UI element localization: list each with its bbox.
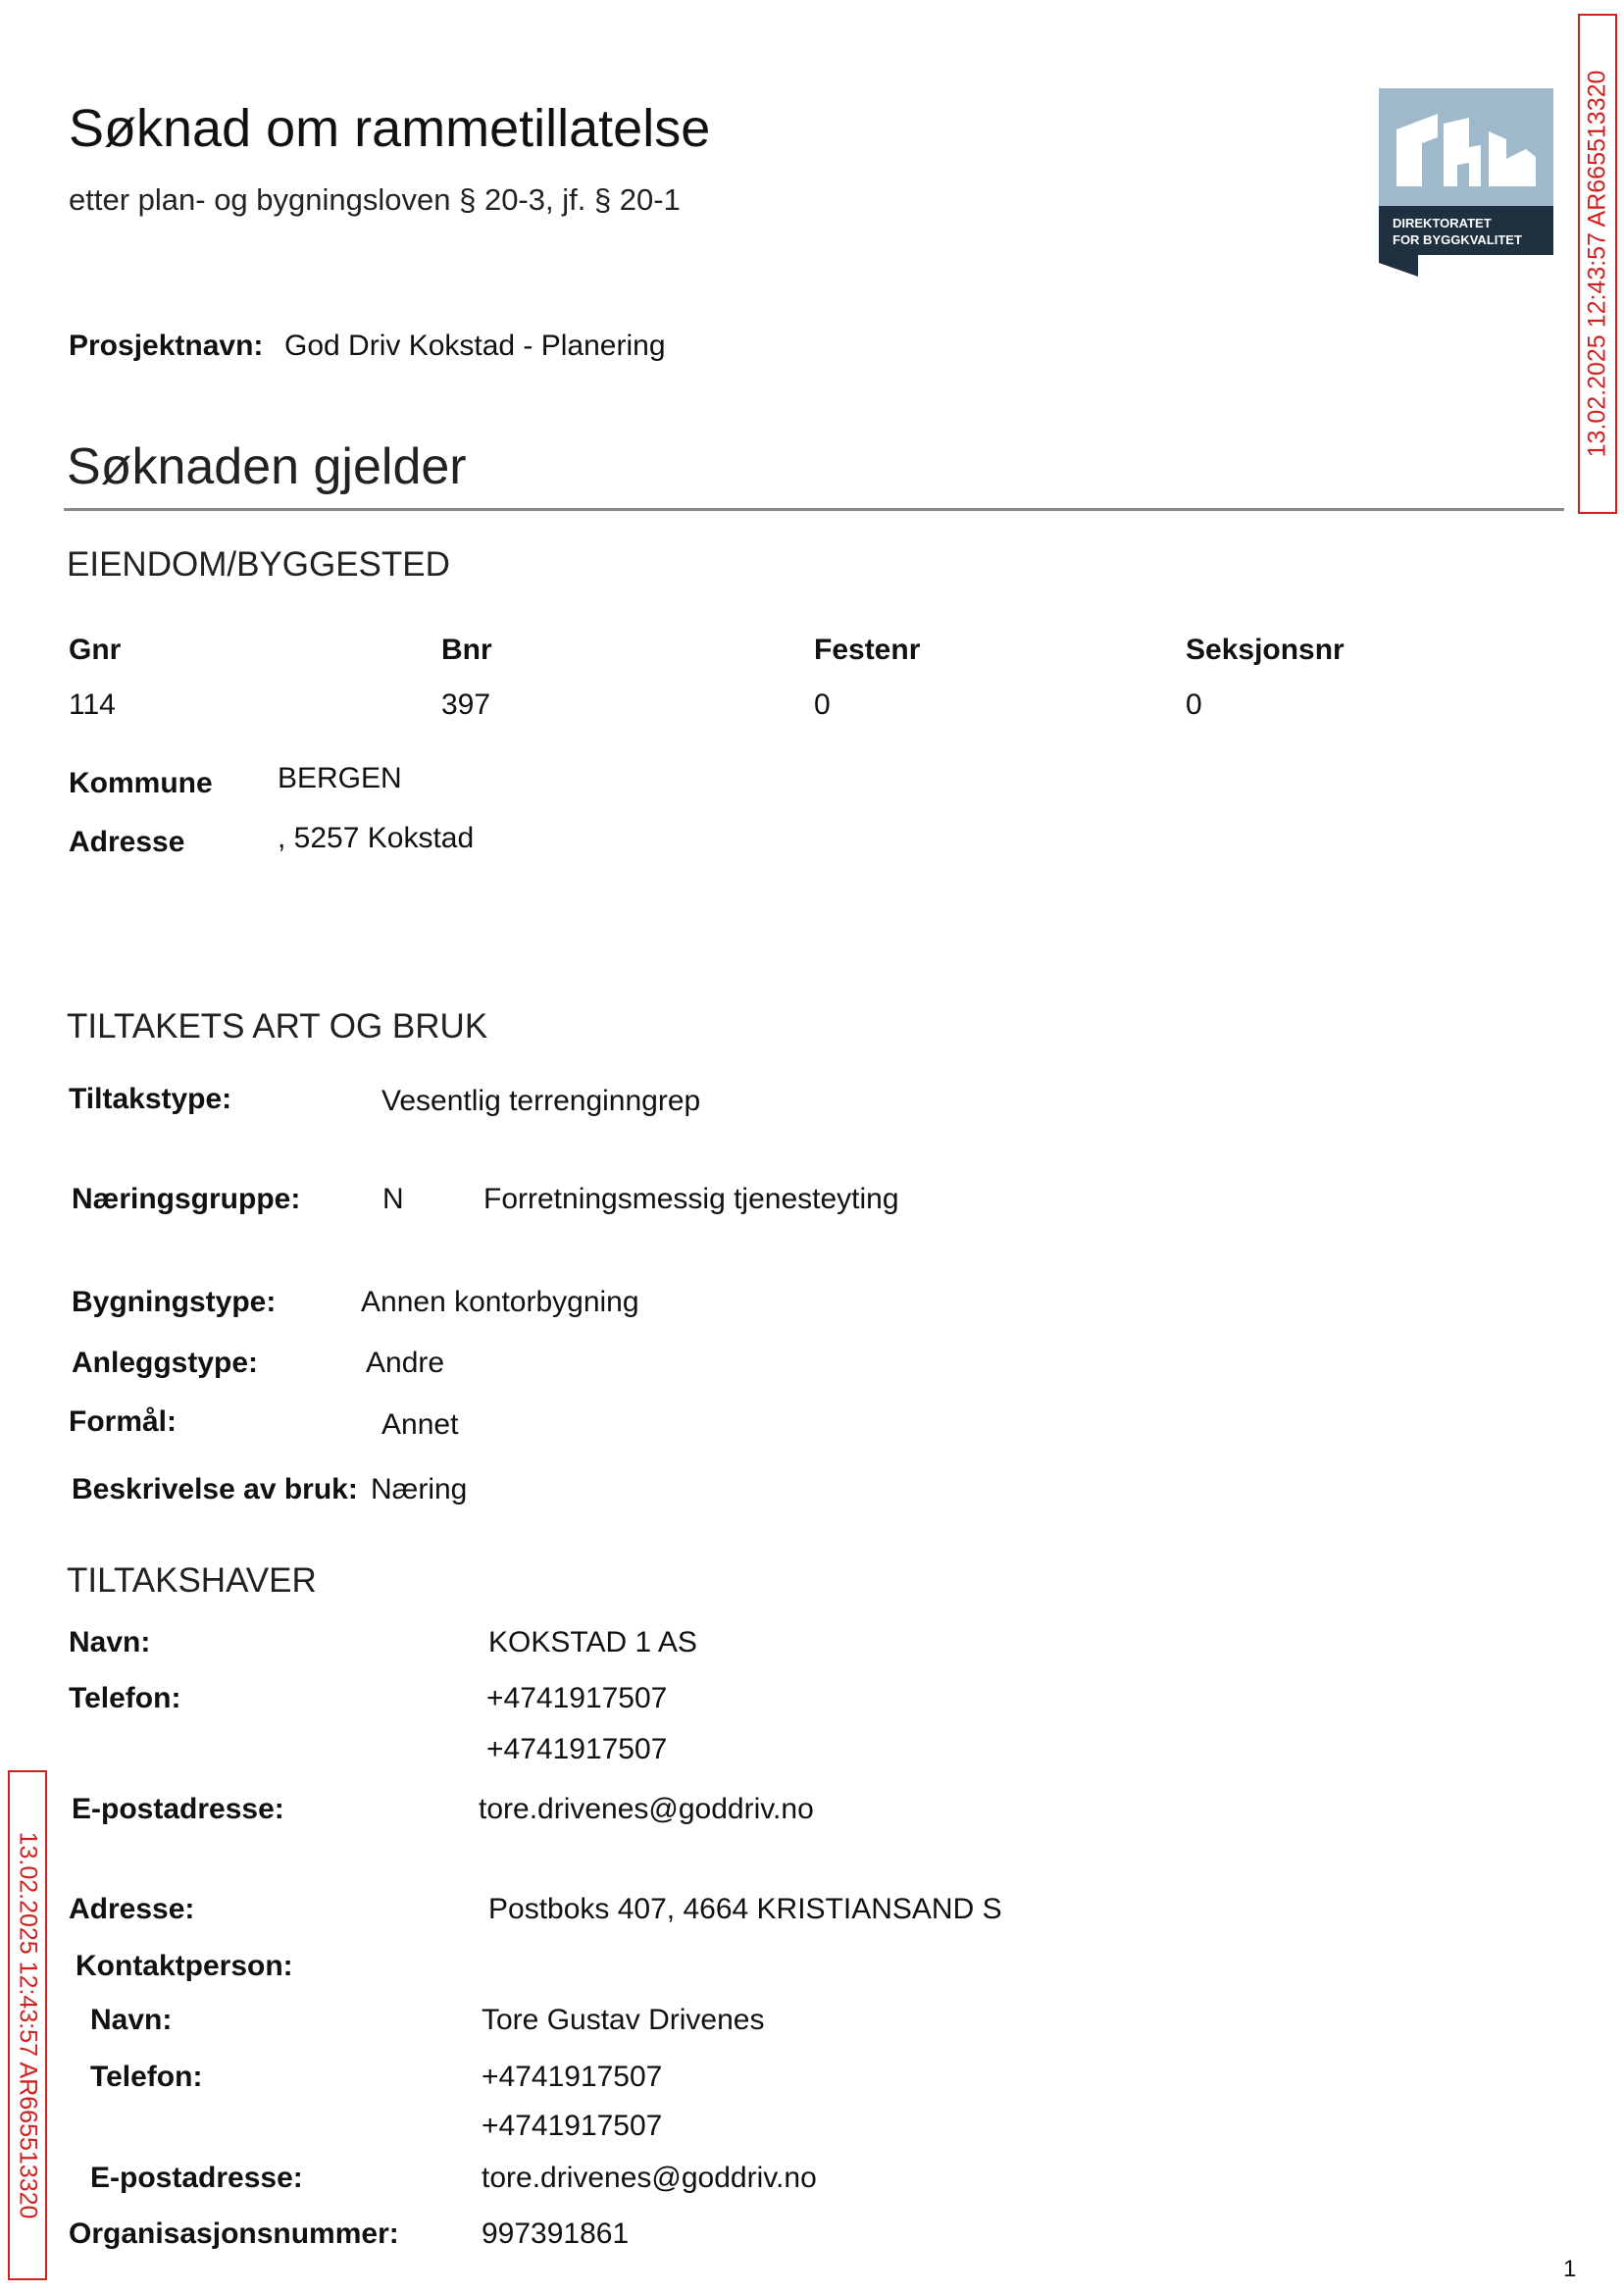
naeringsgruppe-code: N bbox=[382, 1183, 404, 1215]
project-name-value: God Driv Kokstad - Planering bbox=[284, 330, 666, 362]
tiltakshaver-epost-label: E-postadresse: bbox=[72, 1793, 284, 1825]
kontakt-telefon-value-2: +4741917507 bbox=[482, 2110, 663, 2142]
date-stamp-text: 13.02.2025 12:43:57 AR665513320 bbox=[1583, 70, 1611, 458]
gnr-label: Gnr bbox=[69, 634, 122, 666]
kontakt-telefon-label: Telefon: bbox=[90, 2061, 203, 2093]
section-divider bbox=[64, 508, 1564, 511]
formal-label: Formål: bbox=[69, 1405, 178, 1438]
tiltakshaver-telefon-value-2: +4741917507 bbox=[486, 1733, 668, 1765]
kommune-value: BERGEN bbox=[278, 762, 402, 794]
kontakt-epost-value: tore.drivenes@goddriv.no bbox=[482, 2162, 817, 2194]
logo-line-1: DIREKTORATET bbox=[1393, 216, 1492, 230]
kontaktperson-label: Kontaktperson: bbox=[76, 1950, 293, 1982]
date-stamp-top bbox=[1578, 14, 1617, 514]
naeringsgruppe-value: Forretningsmessig tjenesteyting bbox=[483, 1183, 899, 1215]
page-subtitle: etter plan- og bygningsloven § 20-3, jf. § 20-1 bbox=[69, 182, 681, 217]
kontakt-epost-label: E-postadresse: bbox=[90, 2162, 303, 2194]
section-heading: Søknaden gjelder bbox=[67, 438, 467, 495]
dibk-logo-graphic bbox=[1379, 88, 1553, 277]
festenr-value: 0 bbox=[814, 688, 831, 721]
date-stamp-text: 13.02.2025 12:43:57 AR665513320 bbox=[14, 1831, 42, 2219]
adresse-value: , 5257 Kokstad bbox=[278, 822, 475, 854]
beskrivelse-value: Næring bbox=[371, 1473, 468, 1505]
orgnr-label: Organisasjonsnummer: bbox=[69, 2218, 399, 2250]
dibk-logo bbox=[1379, 88, 1553, 277]
kontakt-navn-value: Tore Gustav Drivenes bbox=[482, 2004, 765, 2036]
tiltakshaver-adresse-value: Postboks 407, 4664 KRISTIANSAND S bbox=[488, 1893, 1002, 1925]
seksjonsnr-label: Seksjonsnr bbox=[1186, 634, 1345, 666]
project-name-label: Prosjektnavn: bbox=[69, 330, 264, 362]
anleggstype-value: Andre bbox=[366, 1347, 445, 1379]
date-stamp-left bbox=[8, 1770, 47, 2280]
adresse-label: Adresse bbox=[69, 826, 185, 858]
eiendom-heading: EIENDOM/BYGGESTED bbox=[67, 545, 450, 584]
gnr-value: 114 bbox=[69, 688, 116, 721]
beskrivelse-label: Beskrivelse av bruk: bbox=[72, 1473, 358, 1505]
anleggstype-label: Anleggstype: bbox=[72, 1347, 259, 1379]
bygningstype-value: Annen kontorbygning bbox=[361, 1286, 639, 1318]
seksjonsnr-value: 0 bbox=[1186, 688, 1202, 721]
tiltakshaver-telefon-value-1: +4741917507 bbox=[486, 1682, 668, 1714]
naeringsgruppe-label: Næringsgruppe: bbox=[72, 1183, 301, 1215]
formal-value: Annet bbox=[381, 1408, 459, 1441]
tiltakshaver-heading: TILTAKSHAVER bbox=[67, 1561, 317, 1600]
tiltak-heading: TILTAKETS ART OG BRUK bbox=[67, 1007, 488, 1045]
bnr-label: Bnr bbox=[441, 634, 492, 666]
kommune-label: Kommune bbox=[69, 767, 213, 799]
tiltakshaver-epost-value: tore.drivenes@goddriv.no bbox=[479, 1793, 814, 1825]
tiltakstype-label: Tiltakstype: bbox=[69, 1083, 232, 1115]
page-number: 1 bbox=[1563, 2256, 1577, 2282]
tiltakshaver-telefon-label: Telefon: bbox=[69, 1682, 181, 1714]
festenr-label: Festenr bbox=[814, 634, 921, 666]
tiltakshaver-adresse-label: Adresse: bbox=[69, 1893, 195, 1925]
tiltakstype-value: Vesentlig terrenginngrep bbox=[381, 1085, 701, 1117]
tiltakshaver-navn-value: KOKSTAD 1 AS bbox=[488, 1626, 697, 1658]
bnr-value: 397 bbox=[441, 688, 491, 721]
kontakt-telefon-value-1: +4741917507 bbox=[482, 2061, 663, 2093]
logo-line-2: FOR BYGGKVALITET bbox=[1393, 232, 1522, 247]
bygningstype-label: Bygningstype: bbox=[72, 1286, 277, 1318]
orgnr-value: 997391861 bbox=[482, 2218, 630, 2250]
kontakt-navn-label: Navn: bbox=[90, 2004, 173, 2036]
page-title: Søknad om rammetillatelse bbox=[69, 99, 711, 158]
tiltakshaver-navn-label: Navn: bbox=[69, 1626, 151, 1658]
